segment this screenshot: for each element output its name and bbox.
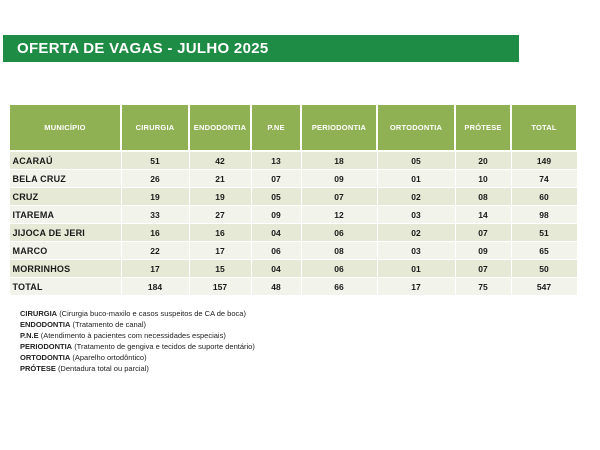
value-cell: 06 [301, 224, 377, 242]
value-cell: 74 [511, 170, 577, 188]
value-cell: 13 [251, 151, 301, 170]
value-cell: 17 [189, 242, 251, 260]
table-row-morrinhos [9, 260, 577, 278]
legend-item-protese [20, 363, 255, 374]
value-cell: 07 [455, 224, 511, 242]
col-header-total: TOTAL [511, 104, 577, 151]
value-cell: 08 [455, 188, 511, 206]
municipio-cell: MARCO [9, 242, 121, 260]
legend-description: (Cirurgia buco-maxilo e casos suspeitos de CA de boca) [59, 309, 246, 318]
value-cell: 09 [455, 242, 511, 260]
legend-description: (Tratamento de canal) [72, 320, 147, 329]
value-cell: 10 [455, 170, 511, 188]
value-cell: 05 [251, 188, 301, 206]
legend [20, 308, 255, 374]
legend-item-periodontia [20, 341, 255, 352]
value-cell: 98 [511, 206, 577, 224]
legend-term: P.N.E [20, 331, 39, 340]
municipio-cell: ACARAÚ [9, 151, 121, 170]
value-cell: 17 [377, 278, 455, 296]
legend-term: PERIODONTIA [20, 342, 73, 351]
value-cell: 03 [377, 206, 455, 224]
legend-term: ENDODONTIA [20, 320, 71, 329]
table-row-itarema [9, 206, 577, 224]
col-header-endodontia: ENDODONTIA [189, 104, 251, 151]
value-cell: 48 [251, 278, 301, 296]
value-cell: 08 [301, 242, 377, 260]
value-cell: 02 [377, 188, 455, 206]
legend-description: (Dentadura total ou parcial) [57, 364, 149, 373]
col-header-municipio: MUNICÍPIO [9, 104, 121, 151]
legend-description: (Aparelho ortodôntico) [72, 353, 147, 362]
value-cell: 14 [455, 206, 511, 224]
table-row-bela-cruz [9, 170, 577, 188]
value-cell: 60 [511, 188, 577, 206]
value-cell: 19 [121, 188, 189, 206]
col-header-cirurgia: CIRURGIA [121, 104, 189, 151]
value-cell: 16 [189, 224, 251, 242]
table-row-cruz [9, 188, 577, 206]
value-cell: 02 [377, 224, 455, 242]
table-row-marco [9, 242, 577, 260]
value-cell: 18 [301, 151, 377, 170]
col-header-pne: P.NE [251, 104, 301, 151]
legend-item-cirurgia [20, 308, 255, 319]
legend-item-endodontia [20, 319, 255, 330]
value-cell: 149 [511, 151, 577, 170]
value-cell: 04 [251, 224, 301, 242]
municipio-cell: ITAREMA [9, 206, 121, 224]
value-cell: 20 [455, 151, 511, 170]
title-bar [3, 35, 519, 62]
value-cell: 75 [455, 278, 511, 296]
municipio-cell: JIJOCA DE JERI [9, 224, 121, 242]
legend-term: ORTODONTIA [20, 353, 71, 362]
value-cell: 04 [251, 260, 301, 278]
table-row-acarau [9, 151, 577, 170]
value-cell: 26 [121, 170, 189, 188]
value-cell: 15 [189, 260, 251, 278]
value-cell: 51 [121, 151, 189, 170]
value-cell: 184 [121, 278, 189, 296]
value-cell: 01 [377, 170, 455, 188]
value-cell: 65 [511, 242, 577, 260]
legend-term: CIRURGIA [20, 309, 58, 318]
legend-item-ortodontia [20, 352, 255, 363]
page-title: OFERTA DE VAGAS - JULHO 2025 [17, 40, 269, 57]
value-cell: 12 [301, 206, 377, 224]
value-cell: 05 [377, 151, 455, 170]
value-cell: 01 [377, 260, 455, 278]
col-header-periodontia: PERIODONTIA [301, 104, 377, 151]
legend-description: (Tratamento de gengiva e tecidos de suporte dentário) [74, 342, 255, 351]
value-cell: 51 [511, 224, 577, 242]
value-cell: 33 [121, 206, 189, 224]
value-cell: 27 [189, 206, 251, 224]
value-cell: 03 [377, 242, 455, 260]
value-cell: 66 [301, 278, 377, 296]
municipio-cell: CRUZ [9, 188, 121, 206]
legend-item-pne [20, 330, 255, 341]
legend-description: (Atendimento à pacientes com necessidades especiais) [40, 331, 226, 340]
municipio-cell: BELA CRUZ [9, 170, 121, 188]
value-cell: 50 [511, 260, 577, 278]
municipio-cell: MORRINHOS [9, 260, 121, 278]
value-cell: 07 [251, 170, 301, 188]
vagas-table [8, 103, 578, 296]
value-cell: 19 [189, 188, 251, 206]
col-header-ortodontia: ORTODONTIA [377, 104, 455, 151]
value-cell: 09 [301, 170, 377, 188]
municipio-cell: TOTAL [9, 278, 121, 296]
value-cell: 06 [301, 260, 377, 278]
value-cell: 17 [121, 260, 189, 278]
value-cell: 547 [511, 278, 577, 296]
value-cell: 07 [301, 188, 377, 206]
value-cell: 21 [189, 170, 251, 188]
value-cell: 22 [121, 242, 189, 260]
table-row-jijoca [9, 224, 577, 242]
value-cell: 42 [189, 151, 251, 170]
value-cell: 16 [121, 224, 189, 242]
table-row-total [9, 278, 577, 296]
value-cell: 06 [251, 242, 301, 260]
legend-term: PRÓTESE [20, 364, 56, 373]
value-cell: 09 [251, 206, 301, 224]
value-cell: 157 [189, 278, 251, 296]
table-header-row [9, 104, 577, 151]
value-cell: 07 [455, 260, 511, 278]
col-header-protese: PRÓTESE [455, 104, 511, 151]
